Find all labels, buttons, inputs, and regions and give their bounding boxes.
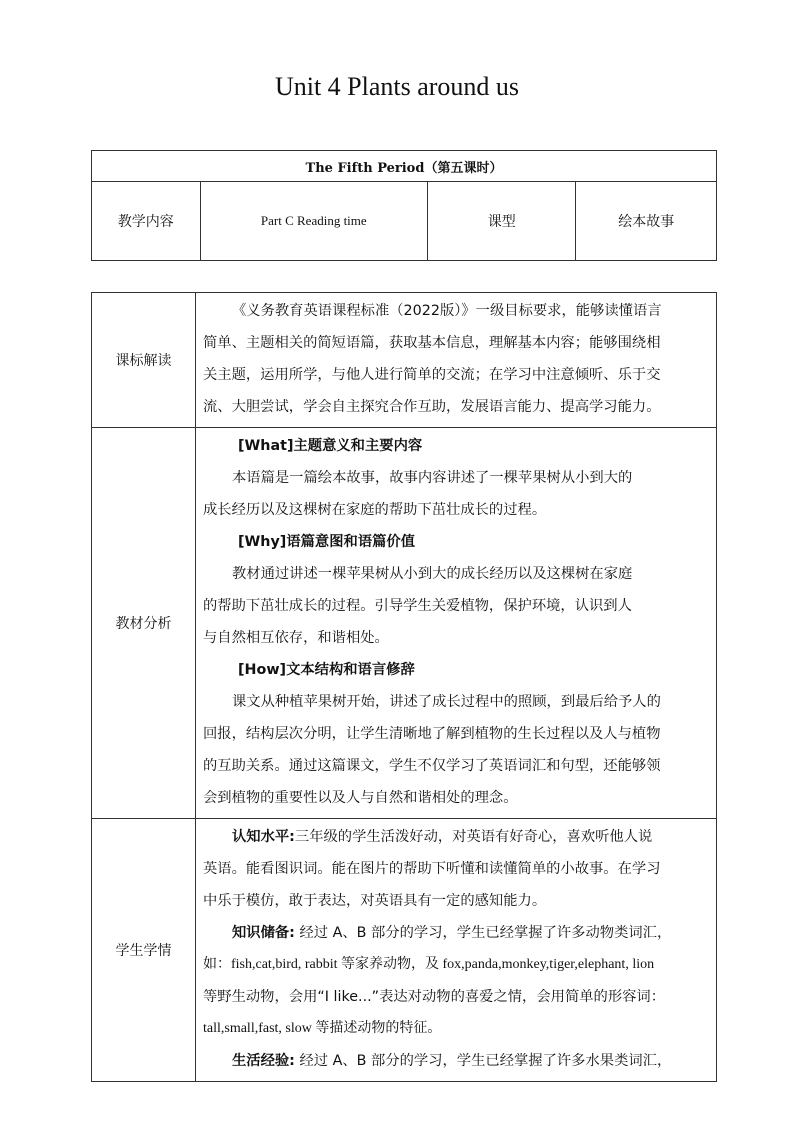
knowledge-label: 知识储备: xyxy=(232,925,295,941)
lesson-analysis-table xyxy=(91,292,717,1082)
how-heading: [How]文本结构和语言修辞 xyxy=(238,662,415,678)
content-label: 教学内容 xyxy=(92,182,201,261)
knowledge-line: 经过 A、B 部分的学习，学生已经掌握了许多动物类词汇， xyxy=(294,925,672,941)
standards-line: 《义务教育英语课程标准（2022版）》一级目标要求，能够读懂语言 xyxy=(232,303,662,319)
knowledge-line: 等野生动物，会用“I like...”表达对动物的喜爱之情，会用简单的形容词： xyxy=(203,989,666,1005)
standards-label: 课标解读 xyxy=(92,293,196,428)
knowledge-line: 如：fish,cat,bird, rabbit 等家养动物，及 fox,panda,monkey,tiger,elephant, lion xyxy=(203,957,655,972)
what-heading: [What]主题意义和主要内容 xyxy=(238,438,423,454)
standards-line: 关主题，运用所学，与他人进行简单的交流；在学习中注意倾听、乐于交 xyxy=(203,367,661,383)
analysis-label: 教材分析 xyxy=(92,428,196,819)
why-line: 的帮助下茁壮成长的过程。引导学生关爱植物，保护环境，认识到人 xyxy=(203,598,632,614)
how-line: 的互助关系。通过这篇课文，学生不仅学习了英语词汇和句型，还能够领 xyxy=(203,758,661,774)
cognition-line: 中乐于模仿，敢于表达，对英语具有一定的感知能力。 xyxy=(203,893,547,909)
how-line: 会到植物的重要性以及人与自然和谐相处的理念。 xyxy=(203,790,518,806)
cognition-line: 英语。能看图识词。能在图片的帮助下听懂和读懂简单的小故事。在学习 xyxy=(203,861,661,877)
what-line: 本语篇是一篇绘本故事，故事内容讲述了一棵苹果树从小到大的 xyxy=(232,470,633,486)
how-line: 回报，结构层次分明，让学生清晰地了解到植物的生长过程以及人与植物 xyxy=(203,726,661,742)
students-cell xyxy=(196,819,717,1082)
type-value: 绘本故事 xyxy=(576,182,717,261)
why-heading: [Why]语篇意图和语篇价值 xyxy=(238,534,416,550)
life-line: 经过 A、B 部分的学习，学生已经掌握了许多水果类词汇， xyxy=(294,1053,672,1069)
life-label: 生活经验: xyxy=(232,1053,295,1069)
cognition-line: 三年级的学生活泼好动，对英语有好奇心，喜欢听他人说 xyxy=(294,829,653,845)
page-title: Unit 4 Plants around us xyxy=(274,72,520,101)
how-line: 课文从种植苹果树开始，讲述了成长过程中的照顾，到最后给予人的 xyxy=(232,694,661,710)
standards-cell xyxy=(196,293,717,428)
analysis-cell xyxy=(196,428,717,819)
period-heading: The Fifth Period（第五课时） xyxy=(92,151,717,182)
why-line: 教材通过讲述一棵苹果树从小到大的成长经历以及这棵树在家庭 xyxy=(232,566,633,582)
standards-line: 简单、主题相关的简短语篇，获取基本信息，理解基本内容；能够围绕相 xyxy=(203,335,661,351)
lesson-info-table xyxy=(91,150,717,261)
type-label: 课型 xyxy=(427,182,576,261)
what-line: 成长经历以及这棵树在家庭的帮助下茁壮成长的过程。 xyxy=(203,502,547,518)
students-label: 学生学情 xyxy=(92,819,196,1082)
standards-line: 流、大胆尝试，学会自主探究合作互助，发展语言能力、提高学习能力。 xyxy=(203,399,661,415)
cognition-label: 认知水平: xyxy=(232,829,295,845)
knowledge-line: tall,small,fast, slow 等描述动物的特征。 xyxy=(203,1021,442,1036)
content-value: Part C Reading time xyxy=(200,182,427,261)
why-line: 与自然相互依存，和谐相处。 xyxy=(203,630,389,646)
